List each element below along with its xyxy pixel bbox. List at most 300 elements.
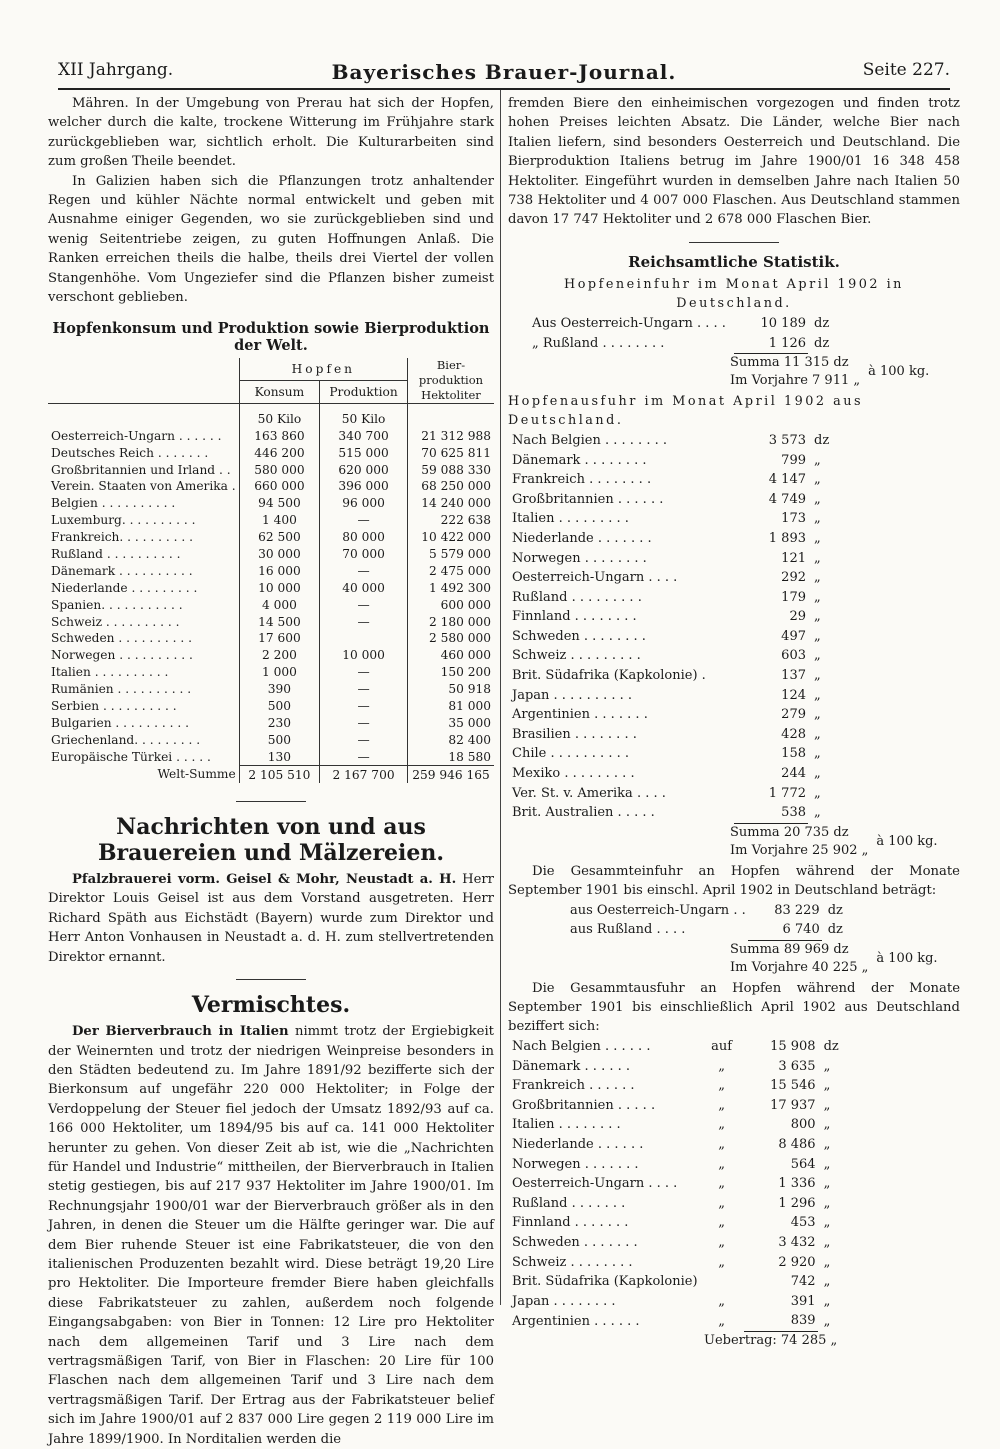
row-value: 121 [781, 550, 806, 566]
row-label: Aus Oesterreich-Ungarn . . . . [532, 315, 726, 331]
bier-value: 2 475 000 [408, 562, 495, 579]
row-unit: „ [814, 785, 821, 801]
bier-value: 68 250 000 [408, 478, 495, 495]
table-row [48, 579, 494, 596]
produktion-value: 515 000 [320, 444, 408, 461]
row-unit: „ [814, 589, 821, 605]
konsum-value: 62 500 [239, 529, 319, 546]
country-name: Belgien . . . . . . . . . . [51, 496, 176, 511]
divider-rule [236, 801, 306, 802]
export-vorjahr: Im Vorjahre 25 902 „ [730, 842, 869, 858]
row-value: 4 147 [768, 472, 806, 488]
bier-value: 82 400 [408, 731, 495, 748]
table-row [48, 647, 494, 664]
row-label: Mexiko . . . . . . . . . [512, 766, 635, 782]
country-name: Großbritannien und Irland . . [51, 462, 231, 477]
row-label: Dänemark . . . . . . . . [512, 452, 647, 468]
row-prefix: „ [718, 1254, 725, 1270]
row-unit: „ [814, 726, 821, 742]
list-item [510, 548, 831, 568]
table-row [48, 748, 494, 765]
row-prefix: „ [718, 1293, 725, 1309]
table-row [48, 715, 494, 732]
bier-value: 460 000 [408, 647, 495, 664]
row-unit: „ [823, 1156, 831, 1172]
list-item [510, 764, 831, 784]
sum-konsum: 2 105 510 [239, 766, 319, 783]
table-row [48, 444, 494, 461]
konsum-value: 390 [239, 681, 319, 698]
konsum-value: 16 000 [239, 562, 319, 579]
row-unit: „ [814, 530, 821, 546]
row-unit: „ [814, 491, 821, 507]
list-item [510, 1115, 841, 1135]
table-row [48, 478, 494, 495]
page-header [58, 58, 950, 90]
row-value: 1 893 [768, 530, 806, 546]
country-name: Spanien. . . . . . . . . . . [51, 597, 183, 612]
row-label: Argentinien . . . . . . [512, 1313, 640, 1329]
row-unit: „ [823, 1137, 831, 1153]
row-label: „ Rußland . . . . . . . . [532, 335, 665, 351]
row-label: Japan . . . . . . . . [512, 1293, 616, 1309]
list-item [510, 1096, 841, 1116]
row-prefix: „ [718, 1058, 725, 1074]
row-unit: „ [814, 550, 821, 566]
list-item [510, 470, 831, 490]
import-summa: Summa 11 315 dz [730, 354, 849, 370]
row-label: Finnland . . . . . . . . [512, 609, 637, 625]
table-row [48, 681, 494, 698]
import-unit: à 100 kg. [868, 363, 930, 379]
produktion-header: Produktion [320, 381, 408, 404]
statistik-title: Reichsamtliche Statistik. [628, 252, 840, 271]
row-label: Schweden . . . . . . . . [512, 628, 646, 644]
row-value: 428 [781, 726, 806, 742]
row-prefix: „ [718, 1137, 725, 1153]
import-vorjahr: Im Vorjahre 7 911 „ [730, 372, 861, 388]
row-label: Norwegen . . . . . . . . [512, 550, 647, 566]
list-item [510, 666, 831, 686]
bier-value: 2 580 000 [408, 630, 495, 647]
row-unit: dz [827, 922, 843, 938]
list-item [510, 646, 831, 666]
konsum-value: 230 [239, 715, 319, 732]
konsum-value: 163 860 [239, 427, 319, 444]
row-label: Italien . . . . . . . . [512, 1117, 621, 1133]
row-label: Finnland . . . . . . . [512, 1215, 629, 1231]
row-label: Ver. St. v. Amerika . . . . [512, 785, 666, 801]
row-value: 15 908 [770, 1039, 816, 1055]
row-prefix: „ [718, 1176, 725, 1192]
row-label: Italien . . . . . . . . . [512, 511, 629, 527]
import-table [530, 314, 831, 354]
country-name: Verein. Staaten von Amerika . [51, 479, 236, 494]
row-value: 391 [790, 1293, 816, 1309]
row-unit: „ [814, 707, 821, 723]
row-value: 564 [790, 1156, 816, 1172]
row-unit: „ [814, 452, 821, 468]
row-value: 292 [781, 570, 806, 586]
list-item [530, 314, 831, 334]
bier-value: 18 580 [408, 748, 495, 765]
country-name: Deutsches Reich . . . . . . . [51, 445, 209, 460]
row-prefix: „ [718, 1117, 725, 1133]
row-label: Chile . . . . . . . . . . [512, 746, 629, 762]
row-label: Brit. Australien . . . . . [512, 805, 655, 821]
country-name: Dänemark . . . . . . . . . . [51, 563, 193, 578]
konsum-value: 130 [239, 748, 319, 765]
row-value: 279 [781, 707, 806, 723]
paragraph-galizien: In Galizien haben sich die Pflanzungen trotz anhaltender Regen und kühler Nächte normal entwickelt und geben mit Ausnahme einiger Gegenden, wo sie zurückgeblieben sind und wenig Seitentriebe zeigen, zu guten Hoffnungen Anlaß. Die Ranken erreichen theils die halbe, theils drei Viertel der vollen Stangenhöhe. Vom Ungeziefer sind die Pflanzen bisher zumeist verschont geblieben. [48, 173, 494, 306]
country-name: Schweden . . . . . . . . . . [51, 631, 193, 646]
konsum-value: 1 400 [239, 512, 319, 529]
row-label: Frankreich . . . . . . . . [512, 472, 652, 488]
sum-produktion: 2 167 700 [320, 766, 408, 783]
row-value: 742 [790, 1274, 816, 1290]
column-divider [500, 90, 501, 1305]
konsum-value: 14 500 [239, 613, 319, 630]
row-unit: „ [823, 1274, 831, 1290]
list-item [510, 803, 831, 823]
divider-rule-2 [236, 979, 306, 980]
list-item [510, 509, 831, 529]
unit-bier [408, 404, 495, 427]
row-label: Großbritannien . . . . . . [512, 491, 664, 507]
row-label: Schweden . . . . . . . [512, 1234, 638, 1250]
row-label: Oesterreich-Ungarn . . . . [512, 570, 678, 586]
row-unit: dz [814, 335, 830, 351]
news-title: Nachrichten von und aus Brauereien und Mälzereien. [97, 814, 445, 867]
page-number: Seite 227. [862, 60, 950, 80]
row-prefix: „ [718, 1195, 725, 1211]
row-value: 3 432 [778, 1234, 816, 1250]
misc-paragraph [48, 1022, 494, 1449]
list-item [510, 489, 831, 509]
row-prefix: „ [718, 1097, 725, 1113]
world-hop-table [48, 358, 494, 783]
bier-value: 150 200 [408, 664, 495, 681]
row-value: 1 336 [778, 1176, 816, 1192]
table-row [48, 562, 494, 579]
konsum-value: 500 [239, 698, 319, 715]
row-label: Nach Belgien . . . . . . [512, 1039, 651, 1055]
gesammteinfuhr-text: Die Gesammteinfuhr an Hopfen während der Monate September 1901 bis einschl. April 1902 in Deutschland beträgt: [508, 863, 960, 898]
row-value: 158 [781, 746, 806, 762]
row-value: 29 [789, 609, 806, 625]
country-name: Oesterreich-Ungarn . . . . . . [51, 428, 222, 443]
table-row [48, 546, 494, 563]
bier-value: 50 918 [408, 681, 495, 698]
country-name: Rußland . . . . . . . . . . [51, 547, 181, 562]
row-value: 15 546 [770, 1078, 816, 1094]
row-prefix: „ [718, 1234, 725, 1250]
bier-header: Bier-produktion Hektoliter [408, 358, 495, 404]
row-value: 8 486 [778, 1137, 816, 1153]
row-unit: dz [814, 315, 830, 331]
country-name: Bulgarien . . . . . . . . . . [51, 715, 190, 730]
list-item [510, 783, 831, 803]
row-label: Niederlande . . . . . . . [512, 530, 652, 546]
row-label: aus Oesterreich-Ungarn . . [570, 902, 746, 918]
list-item [510, 1154, 841, 1174]
row-value: 6 740 [748, 920, 822, 940]
row-value: 2 920 [778, 1254, 816, 1270]
news-text: Herr Direktor Louis Geisel ist aus dem Vorstand ausgetreten. Herr Richard Späth aus Eichstädt (Bayern) wurde zum Direktor und Herr Anton Vonhausen in Neustadt a. d. H. zum stellvertretenden Direktor ernannt. [48, 872, 494, 965]
bier-value: 222 638 [408, 512, 495, 529]
bier-value: 35 000 [408, 715, 495, 732]
row-unit: „ [814, 628, 821, 644]
export-summary [730, 824, 960, 860]
row-label: Japan . . . . . . . . . . [512, 687, 633, 703]
row-unit: „ [814, 570, 821, 586]
row-label: aus Rußland . . . . [570, 922, 686, 938]
row-unit: „ [823, 1254, 831, 1270]
konsum-value: 1 000 [239, 664, 319, 681]
list-item [510, 587, 831, 607]
list-item [510, 1213, 841, 1233]
produktion-value: — [320, 613, 408, 630]
bier-value: 5 579 000 [408, 546, 495, 563]
row-unit: „ [814, 746, 821, 762]
row-unit: dz [827, 902, 843, 918]
list-item [510, 1076, 841, 1096]
row-value: 799 [781, 452, 806, 468]
row-label: Argentinien . . . . . . . [512, 707, 648, 723]
country-name: Italien . . . . . . . . . . [51, 665, 169, 680]
row-prefix: „ [718, 1313, 725, 1329]
list-item [510, 431, 831, 451]
row-value: 83 229 [774, 902, 820, 918]
konsum-value: 580 000 [239, 461, 319, 478]
export-unit: à 100 kg. [876, 833, 938, 849]
row-value: 137 [781, 668, 806, 684]
konsum-value: 94 500 [239, 495, 319, 512]
row-unit: dz [823, 1039, 839, 1055]
row-label: Rußland . . . . . . . [512, 1195, 626, 1211]
row-label: Niederlande . . . . . . [512, 1137, 644, 1153]
divider-rule-3 [689, 242, 779, 243]
row-unit: „ [823, 1313, 831, 1329]
list-item [530, 333, 831, 353]
list-item [510, 627, 831, 647]
row-value: 453 [790, 1215, 816, 1231]
row-unit: „ [814, 648, 821, 664]
produktion-value: — [320, 748, 408, 765]
row-unit: „ [814, 511, 821, 527]
land-header [48, 358, 239, 404]
bier-value: 1 492 300 [408, 579, 495, 596]
row-value: 538 [734, 803, 808, 823]
unit-produktion: 50 Kilo [320, 404, 408, 427]
konsum-header: Konsum [239, 381, 319, 404]
list-item [510, 744, 831, 764]
row-value: 603 [781, 648, 806, 664]
produktion-value: 396 000 [320, 478, 408, 495]
table-row [48, 698, 494, 715]
row-value: 244 [781, 766, 806, 782]
journal-title: Bayerisches Brauer-Journal. [331, 60, 677, 84]
row-unit: „ [823, 1097, 831, 1113]
bier-value: 14 240 000 [408, 495, 495, 512]
row-unit: „ [823, 1293, 831, 1309]
row-label: Großbritannien . . . . . [512, 1097, 656, 1113]
row-unit: „ [823, 1195, 831, 1211]
paragraph-maehren: Mähren. In der Umgebung von Prerau hat sich der Hopfen, welcher durch die kalte, trockene Witterung im Frühjahre stark zurückgeblieben war, sichtlich erholt. Die Kulturarbeiten sind zum großen Theile beendet. [48, 96, 494, 170]
konsum-value: 2 200 [239, 647, 319, 664]
produktion-value: 10 000 [320, 647, 408, 664]
news-paragraph [48, 870, 494, 967]
produktion-value: — [320, 681, 408, 698]
row-value: 839 [744, 1311, 818, 1331]
table-row [48, 461, 494, 478]
row-value: 1 296 [778, 1195, 816, 1211]
row-unit: „ [814, 472, 821, 488]
row-unit: „ [814, 668, 821, 684]
bier-value: 10 422 000 [408, 529, 495, 546]
row-label: Frankreich . . . . . . [512, 1078, 635, 1094]
row-prefix [700, 1272, 744, 1292]
row-label: Schweiz . . . . . . . . . [512, 648, 641, 664]
row-value: 17 937 [770, 1097, 816, 1113]
table-row [48, 596, 494, 613]
list-item [510, 1291, 841, 1311]
country-name: Europäische Türkei . . . . . [51, 749, 211, 764]
list-item [568, 900, 845, 920]
ges-ein-summa: Summa 89 969 dz [730, 941, 849, 957]
misc-lead: Der Bierverbrauch in Italien [72, 1024, 289, 1040]
list-item [510, 450, 831, 470]
konsum-value: 446 200 [239, 444, 319, 461]
row-label: Schweiz . . . . . . . . [512, 1254, 633, 1270]
row-label: Brit. Südafrika (Kapkolonie) . [512, 668, 706, 684]
country-name: Schweiz . . . . . . . . . . [51, 614, 180, 629]
produktion-value: — [320, 512, 408, 529]
row-prefix: „ [718, 1215, 725, 1231]
list-item [510, 705, 831, 725]
country-name: Rumänien . . . . . . . . . . [51, 682, 192, 697]
table-title: Hopfenkonsum und Produktion sowie Bierproduktion der Welt. [52, 320, 490, 355]
produktion-value: 620 000 [320, 461, 408, 478]
list-item [510, 529, 831, 549]
list-item [510, 1037, 841, 1057]
row-unit: dz [814, 432, 830, 448]
misc-text: nimmt trotz der Ergiebigkeit der Weinernten und trotz der niedrigen Weinpreise besonders in den Städten bedeutend zu. Im Jahre 1891/92 bezifferte sich der Bierkonsum auf ungefähr 220 000 Hektoliter; in Folge der Verdoppelung der Steuer fiel jedoch der Umsatz 1892/93 auf ca. 166 000 Hektoliter, um 1894/95 bis auf ca. 141 000 Hektoliter herunter zu gehen. Von dieser Zeit ab ist, wie die „Nachrichten für Handel und Industrie“ mittheilen, der Bierverbrauch in Italien stetig gestiegen, bis auf 217 937 Hektoliter im Jahre 1900/01. Im Rechnungsjahr 1900/01 war der Bierverbrauch größer als in den Jahren, in denen die Steuer um die Hälfte geringer war. Die auf dem Bier ruhende Steuer ist eine Fabrikatsteuer, die von den italienischen Produzenten bezahlt wird. Diese beträgt 19,20 Lire pro Hektoliter. Die Importeure fremder Biere haben gleichfalls diese Fabrikatsteuer zu zahlen, außerdem noch folgende Eingangsabgaben: von Bier in Tonnen: 12 Lire pro Hektoliter nach dem allgemeinen Tarif und 3 Lire nach dem vertragsmäßigen Tarif, von Bier in Flaschen: 20 Lire für 100 Flaschen nach dem allgemeinen Tarif und 3 Lire nach dem vertragsmäßigen Tarif. Der Ertrag aus der Fabrikatsteuer belief sich im Jahre 1900/01 auf 2 837 000 Lire gegen 2 119 000 Lire im Jahre 1899/1900. In Norditalien werden die [48, 1024, 494, 1447]
country-name: Serbien . . . . . . . . . . [51, 699, 177, 714]
produktion-value: 340 700 [320, 427, 408, 444]
produktion-value [320, 630, 408, 647]
konsum-value: 660 000 [239, 478, 319, 495]
table-row [48, 512, 494, 529]
export-summa: Summa 20 735 dz [730, 824, 849, 840]
list-item [510, 1233, 841, 1253]
row-value: 124 [781, 687, 806, 703]
ges-ein-unit: à 100 kg. [876, 950, 938, 966]
row-label: Nach Belgien . . . . . . . . [512, 432, 667, 448]
row-value: 173 [781, 511, 806, 527]
gesammteinfuhr-table [568, 900, 845, 940]
produktion-value: 96 000 [320, 495, 408, 512]
row-label: Norwegen . . . . . . . [512, 1156, 639, 1172]
row-unit: „ [814, 687, 821, 703]
produktion-value: 40 000 [320, 579, 408, 596]
list-item [510, 568, 831, 588]
row-value: 179 [781, 589, 806, 605]
bier-value: 81 000 [408, 698, 495, 715]
bier-value: 70 625 811 [408, 444, 495, 461]
country-name: Niederlande . . . . . . . . . [51, 580, 198, 595]
bier-value: 600 000 [408, 596, 495, 613]
list-item [510, 1135, 841, 1155]
row-unit: „ [823, 1215, 831, 1231]
row-value: 800 [790, 1117, 816, 1133]
row-value: 3 573 [768, 432, 806, 448]
bier-value: 59 088 330 [408, 461, 495, 478]
ges-ein-vorjahr: Im Vorjahre 40 225 „ [730, 959, 869, 975]
row-unit: „ [814, 766, 821, 782]
produktion-value: — [320, 698, 408, 715]
konsum-value: 17 600 [239, 630, 319, 647]
row-label: Brasilien . . . . . . . . [512, 726, 637, 742]
bier-value: 2 180 000 [408, 613, 495, 630]
row-label: Rußland . . . . . . . . . [512, 589, 642, 605]
paragraph-continued: fremden Biere den einheimischen vorgezogen und finden trotz hohen Preises leichten Absatz. Die Länder, welche Bier nach Italien liefern, sind besonders Oesterreich und Deutschland. Die Bierproduktion Italiens betrug im Jahre 1900/01 16 348 458 Hektoliter. Eingeführt wurden in demselben Jahre nach Italien 50 738 Hektoliter und 4 007 000 Flaschen. Aus Deutschland stammen davon 17 747 Hektoliter und 2 678 000 Flaschen Bier. [508, 96, 960, 228]
table-row [48, 731, 494, 748]
volume-label: XII Jahrgang. [58, 60, 174, 80]
row-value: 1 772 [768, 785, 806, 801]
list-item [568, 920, 845, 940]
row-value: 497 [781, 628, 806, 644]
country-name: Griechenland. . . . . . . . . [51, 732, 201, 747]
export-title: Hopfenausfuhr im Monat April 1902 aus Deutschland. [508, 393, 864, 429]
list-item [510, 1252, 841, 1272]
konsum-value: 30 000 [239, 546, 319, 563]
table-row [48, 613, 494, 630]
sum-bier: 259 946 165 [408, 766, 495, 783]
table-row [48, 495, 494, 512]
gesammteinfuhr-summary [730, 941, 960, 977]
export-table [510, 431, 831, 824]
row-unit: „ [814, 805, 821, 821]
misc-title: Vermischtes. [191, 992, 351, 1019]
row-unit: „ [823, 1058, 831, 1074]
produktion-value: — [320, 596, 408, 613]
country-name: Luxemburg. . . . . . . . . . [51, 513, 196, 528]
uebertrag: Uebertrag: 74 285 „ [704, 1332, 838, 1348]
table-row [48, 529, 494, 546]
country-name: Frankreich. . . . . . . . . . [51, 530, 194, 545]
row-unit: „ [823, 1234, 831, 1250]
produktion-value: 70 000 [320, 546, 408, 563]
row-prefix: auf [711, 1039, 733, 1055]
row-label: Dänemark . . . . . . [512, 1058, 630, 1074]
gesammtausfuhr-table [510, 1037, 841, 1332]
produktion-value: — [320, 562, 408, 579]
konsum-value: 500 [239, 731, 319, 748]
sum-label: Welt-Summe [157, 767, 236, 782]
produktion-value: — [320, 664, 408, 681]
import-title: Hopfeneinfuhr im Monat April 1902 in Deutschland. [564, 276, 904, 312]
table-row [48, 630, 494, 647]
list-item [510, 725, 831, 745]
produktion-value: 80 000 [320, 529, 408, 546]
row-value: 10 189 [760, 315, 806, 331]
table-row [48, 664, 494, 681]
row-unit: „ [823, 1117, 831, 1133]
unit-konsum: 50 Kilo [239, 404, 319, 427]
row-unit: „ [823, 1078, 831, 1094]
unit-spacer [48, 404, 239, 427]
